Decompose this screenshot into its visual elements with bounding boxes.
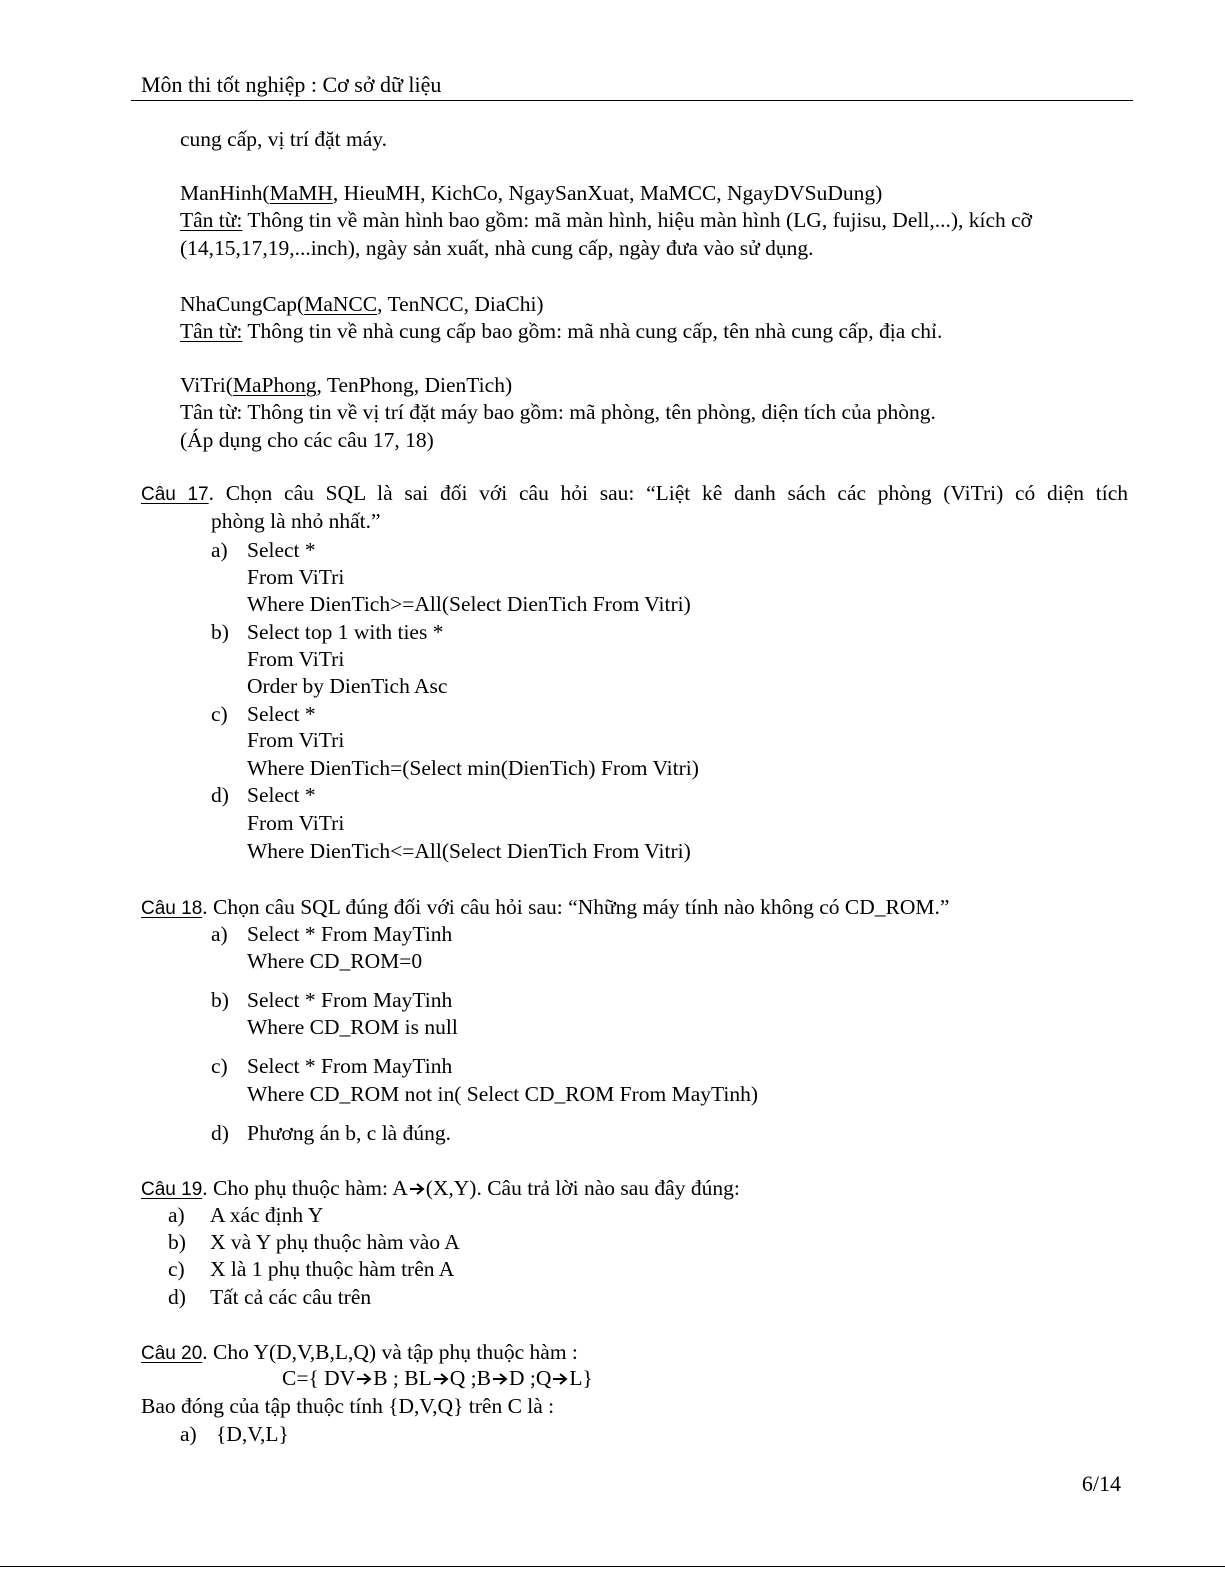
question-17-line1 xyxy=(141,483,1128,505)
option-text: Phương án b, c là đúng. xyxy=(247,1121,451,1145)
question-text: . Chọn câu SQL là sai đối với câu hỏi sau: “Liệt kê danh sách các phòng (ViTri) có diện tích xyxy=(208,481,1128,505)
option-letter: c) xyxy=(211,1054,228,1078)
relation-nhacungcap xyxy=(180,294,544,316)
sql-line: From ViTri xyxy=(247,565,345,589)
tantu-label: Tân từ: xyxy=(180,208,243,232)
question-label: Câu 18 xyxy=(141,898,203,919)
fd-part: L} xyxy=(569,1366,593,1390)
tantu-nhacungcap xyxy=(180,321,942,343)
fd-part: D ;Q xyxy=(508,1366,552,1390)
right-arrow-icon xyxy=(552,1372,568,1386)
q17-option-b xyxy=(211,622,443,644)
header-divider xyxy=(131,100,1133,101)
question-text: . Cho phụ thuộc hàm: A xyxy=(202,1176,408,1200)
relation-key: MaPhong xyxy=(232,373,317,397)
functional-dependency-set xyxy=(282,1368,593,1390)
apply-note: (Áp dụng cho các câu 17, 18) xyxy=(180,428,434,452)
sql-line: Select * From MayTinh xyxy=(247,988,453,1012)
option-letter: a) xyxy=(180,1422,197,1446)
closure-question: Bao đóng của tập thuộc tính {D,V,Q} trên C là : xyxy=(141,1394,555,1418)
sql-line: Where CD_ROM is null xyxy=(247,1015,458,1039)
option-text: Tất cả các câu trên xyxy=(210,1285,372,1309)
sql-line: Order by DienTich Asc xyxy=(247,674,448,698)
question-18 xyxy=(141,897,949,919)
question-label: Câu 19 xyxy=(141,1179,203,1200)
option-letter: d) xyxy=(211,783,229,807)
option-text: X là 1 phụ thuộc hàm trên A xyxy=(210,1257,455,1281)
sql-line: From ViTri xyxy=(247,647,345,671)
tantu-manhinh-line2: (14,15,17,19,...inch), ngày sản xuất, nhà cung cấp, ngày đưa vào sử dụng. xyxy=(180,236,814,260)
option-letter: b) xyxy=(211,988,229,1012)
right-arrow-icon xyxy=(356,1372,372,1386)
option-letter: b) xyxy=(168,1230,186,1254)
sql-line: Select * xyxy=(247,783,316,807)
sql-line: Select top 1 with ties * xyxy=(247,620,444,644)
q19-option-c xyxy=(168,1259,454,1281)
relation-manhinh xyxy=(180,183,882,205)
sql-line: Where CD_ROM=0 xyxy=(247,949,423,973)
question-text: . Chọn câu SQL đúng đối với câu hỏi sau: “Những máy tính nào không có CD_ROM.” xyxy=(202,895,950,919)
tantu-label: Tân từ: xyxy=(180,319,243,343)
relation-key: MaNCC xyxy=(304,292,378,316)
q19-option-d xyxy=(168,1287,371,1309)
page-number: 6/14 xyxy=(1081,1471,1121,1496)
tantu-text: Thông tin về màn hình bao gồm: mã màn hình, hiệu màn hình (LG, fujisu, Dell,...), kích cỡ xyxy=(242,208,1033,232)
sql-line: Where DienTich=(Select min(DienTich) From Vitri) xyxy=(247,756,699,780)
question-text: . Cho Y(D,V,B,L,Q) và tập phụ thuộc hàm : xyxy=(202,1340,578,1364)
relation-attributes: , TenPhong, DienTich) xyxy=(316,373,513,397)
tantu-manhinh xyxy=(180,210,1032,232)
sql-line: From ViTri xyxy=(247,728,345,752)
sql-line: Select * xyxy=(247,702,316,726)
page-bottom-edge xyxy=(0,1566,1225,1567)
q17-option-a xyxy=(211,540,316,562)
question-text: (X,Y). Câu trả lời nào sau đây đúng: xyxy=(425,1176,740,1200)
page-header-title: Môn thi tốt nghiệp : Cơ sở dữ liệu xyxy=(141,72,442,97)
question-19 xyxy=(141,1178,740,1200)
right-arrow-icon xyxy=(492,1372,508,1386)
option-text: A xác định Y xyxy=(210,1203,324,1227)
sql-line: From ViTri xyxy=(247,811,345,835)
relation-name: ViTri( xyxy=(180,373,233,397)
q17-option-c xyxy=(211,704,316,726)
sql-line: Where DienTich<=All(Select DienTich From Vitri) xyxy=(247,839,691,863)
option-text: X và Y phụ thuộc hàm vào A xyxy=(210,1230,460,1254)
fd-part: C={ DV xyxy=(282,1366,356,1390)
question-label: Câu 20 xyxy=(141,1343,203,1364)
sql-line: Select * From MayTinh xyxy=(247,1054,453,1078)
q18-option-b xyxy=(211,990,452,1012)
fd-part: B ; BL xyxy=(373,1366,432,1390)
sql-line: Select * From MayTinh xyxy=(247,922,453,946)
question-label: Câu 17 xyxy=(141,484,209,505)
sql-line: Where DienTich>=All(Select DienTich From Vitri) xyxy=(247,592,691,616)
relation-attributes: , TenNCC, DiaChi) xyxy=(377,292,544,316)
option-text: {D,V,L} xyxy=(216,1422,289,1446)
question-20 xyxy=(141,1342,578,1364)
fd-part: Q ;B xyxy=(449,1366,491,1390)
option-letter: b) xyxy=(211,620,229,644)
option-letter: c) xyxy=(211,702,228,726)
option-letter: a) xyxy=(211,922,228,946)
relation-name: NhaCungCap( xyxy=(180,292,305,316)
option-letter: d) xyxy=(168,1285,186,1309)
option-letter: a) xyxy=(168,1203,185,1227)
tantu-vitri: Tân từ: Thông tin về vị trí đặt máy bao gồm: mã phòng, tên phòng, diện tích của phòng. xyxy=(180,400,936,424)
q20-option-a xyxy=(180,1424,289,1446)
relation-attributes: , HieuMH, KichCo, NgaySanXuat, MaMCC, NgayDVSuDung) xyxy=(332,181,883,205)
tantu-text: Thông tin về nhà cung cấp bao gồm: mã nhà cung cấp, tên nhà cung cấp, địa chỉ. xyxy=(242,319,943,343)
right-arrow-icon xyxy=(433,1372,449,1386)
option-letter: a) xyxy=(211,538,228,562)
q18-option-c xyxy=(211,1056,452,1078)
q18-option-d xyxy=(211,1123,451,1145)
q19-option-a xyxy=(168,1205,323,1227)
option-letter: c) xyxy=(168,1257,185,1281)
sql-line: Select * xyxy=(247,538,316,562)
q17-option-d xyxy=(211,785,316,807)
sql-line: Where CD_ROM not in( Select CD_ROM From MayTinh) xyxy=(247,1082,759,1106)
q19-option-b xyxy=(168,1232,460,1254)
question-17-line2: phòng là nhỏ nhất.” xyxy=(211,509,381,533)
option-letter: d) xyxy=(211,1121,229,1145)
q18-option-a xyxy=(211,924,452,946)
relation-key: MaMH xyxy=(269,181,333,205)
relation-name: ManHinh( xyxy=(180,181,270,205)
continuation-text: cung cấp, vị trí đặt máy. xyxy=(180,127,387,151)
relation-vitri xyxy=(180,375,512,397)
right-arrow-icon xyxy=(409,1182,425,1196)
